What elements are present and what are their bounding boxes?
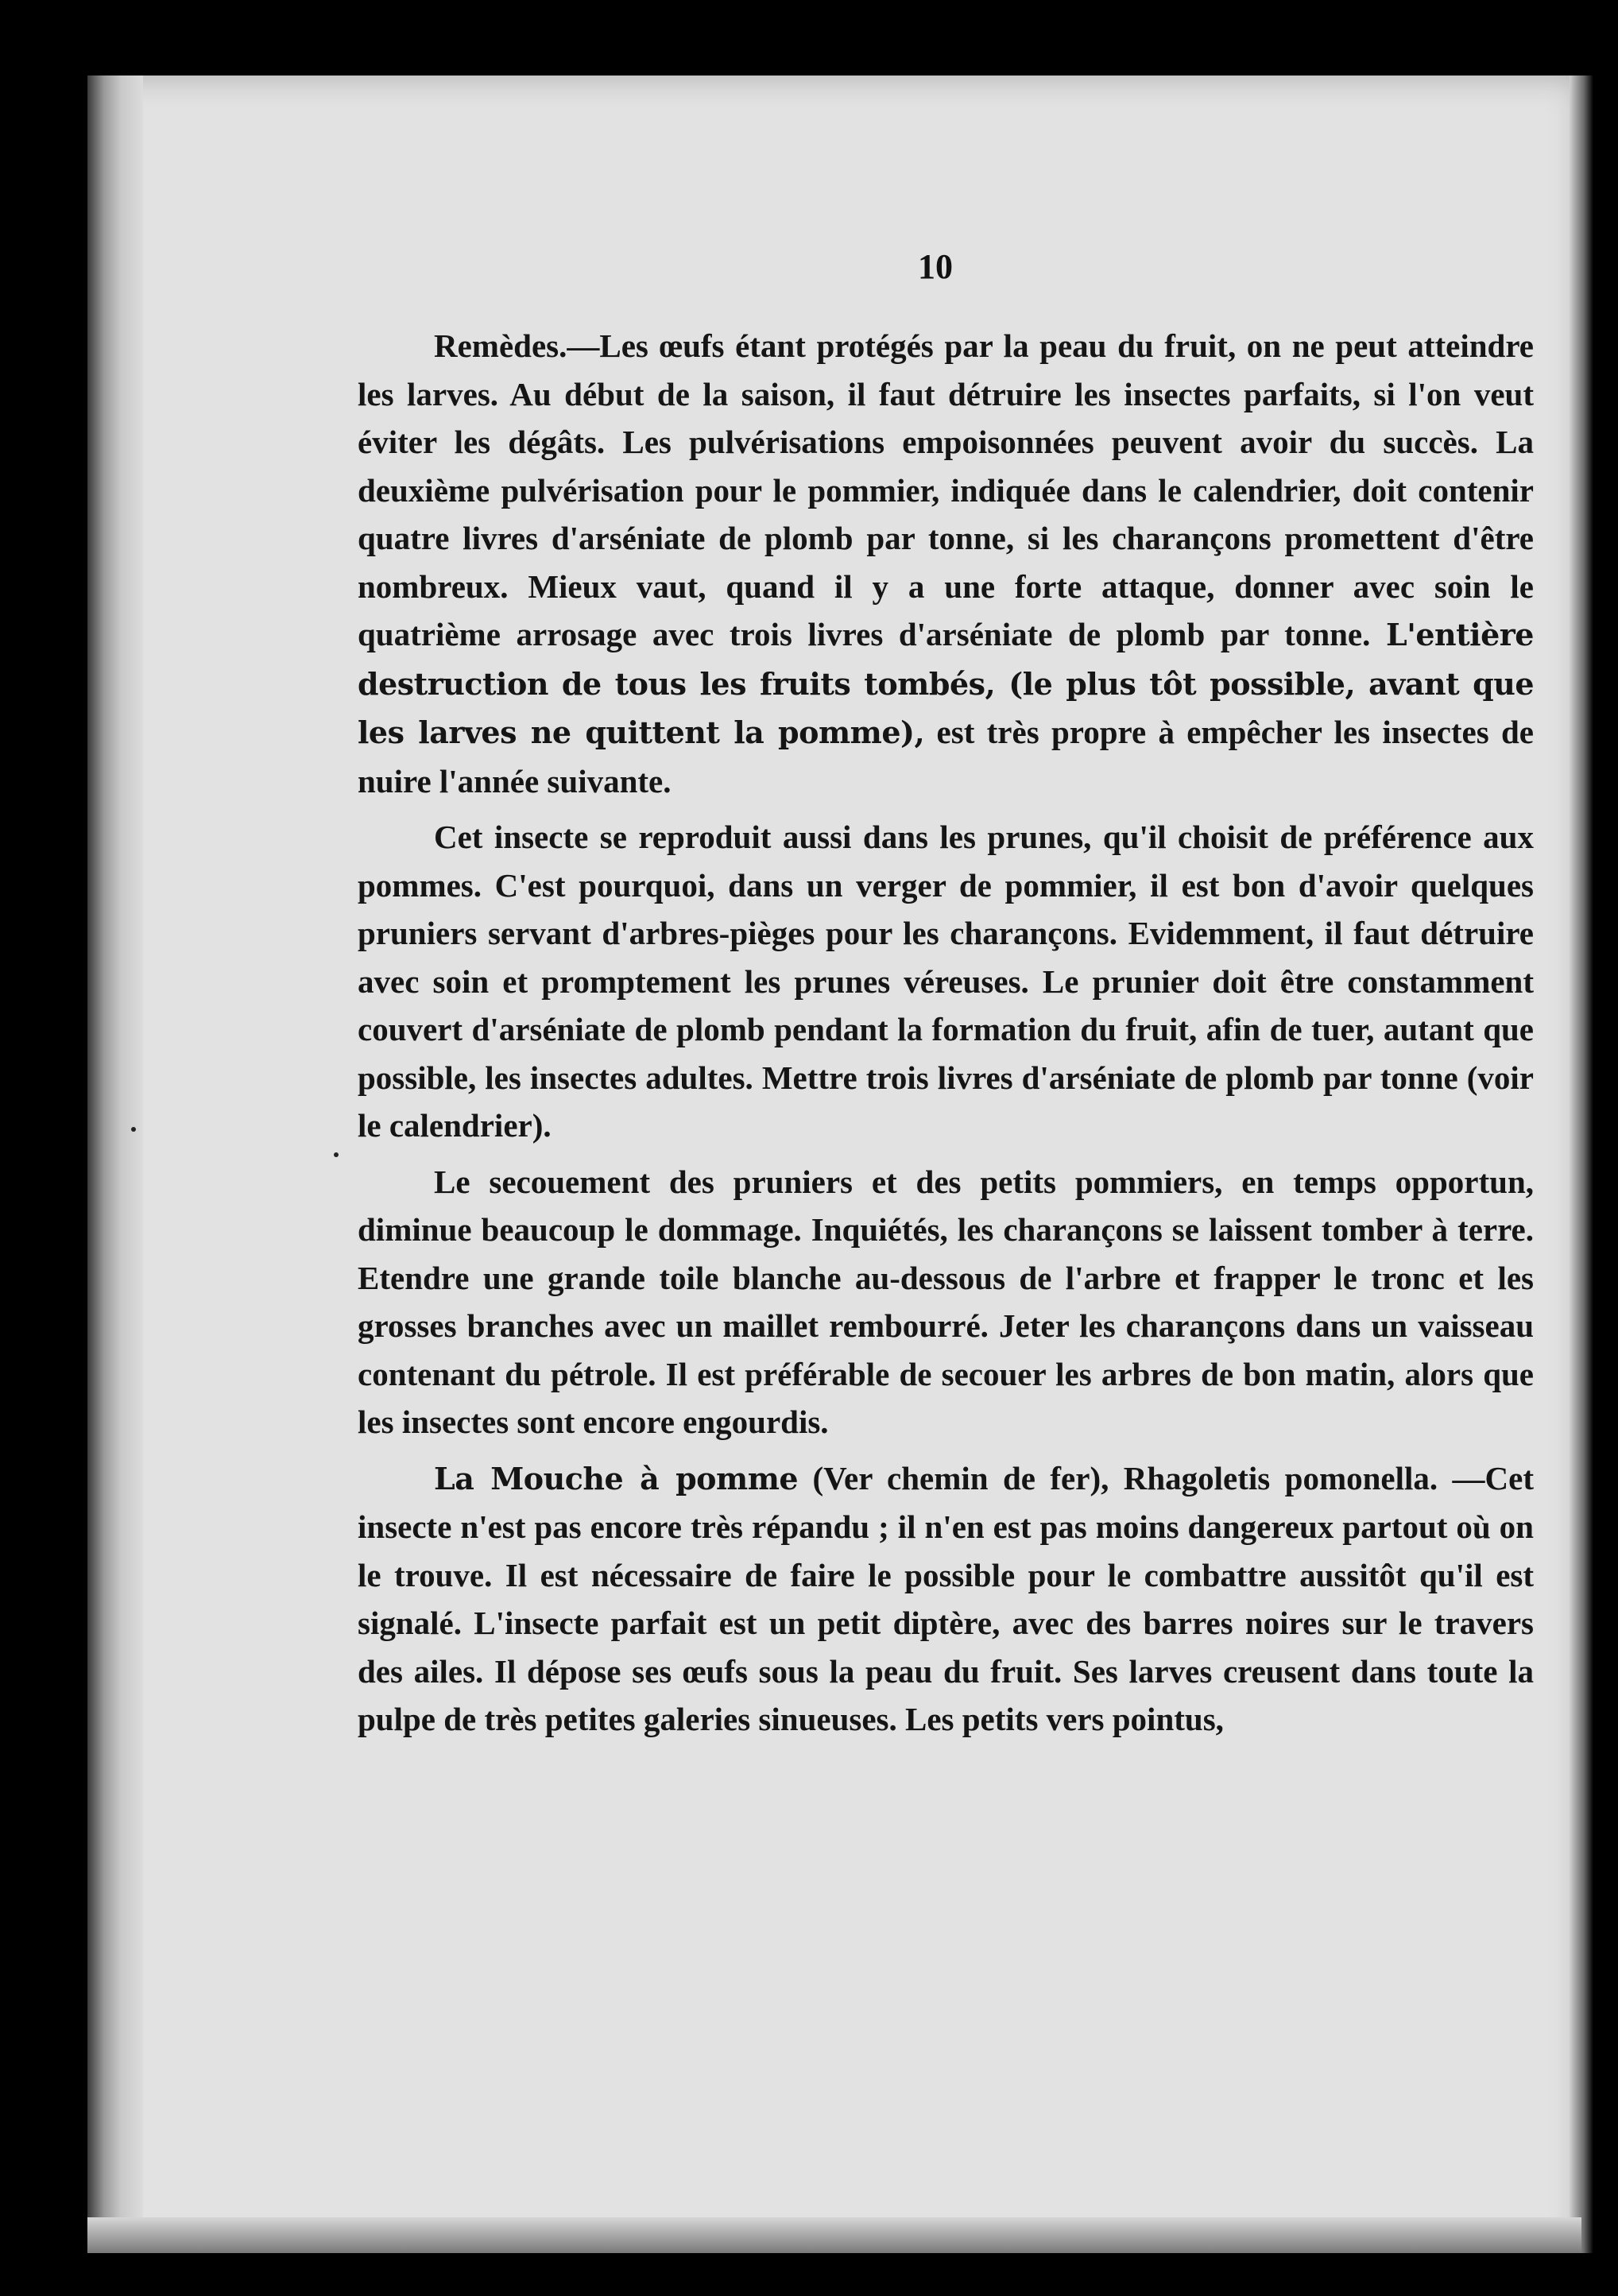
text-segment: Remèdes.—Les œufs étant protégés par la peau du fruit, on ne peut atteindre les larves. Au début de la saison, il faut détruire les insectes parfaits, si l'on veut éviter les dégâts. Les pulvérisations empoisonnées peuvent avoir du succès. La deuxième pulvérisation pour le pommier, indiquée dans le calendrier, doit contenir quatre livres d'arséniate de plomb par tonne, si les charançons promettent d'être nombreux. Mieux vaut, quand il y a une forte attaque, donner avec soin le quatrième arrosage avec trois livres d'arséniate de plomb par tonne. bbox=[358, 327, 1534, 652]
page-number: 10 bbox=[918, 247, 953, 286]
body-text bbox=[358, 322, 1534, 1744]
text-segment: Cet insecte se reproduit aussi dans les prunes, qu'il choisit de préférence aux pommes. C'est pourquoi, dans un verger de pommier, il est bon d'avoir quelques pruniers servant d'arbres-pièges pour les charançons. Evidemment, il faut détruire avec soin et promptement les prunes véreuses. Le prunier doit être constamment couvert d'arséniate de plomb pendant la formation du fruit, afin de tuer, autant que possible, les insectes adultes. Mettre trois livres d'arséniate de plomb par tonne (voir le calendrier). bbox=[358, 819, 1534, 1144]
page-bottom-edge bbox=[87, 2217, 1581, 2253]
section-heading: La Mouche à pomme bbox=[434, 1460, 799, 1496]
page-stack-left-edge bbox=[87, 76, 143, 2253]
paragraph-secouement bbox=[358, 1158, 1534, 1446]
paragraph-mouche-a-pomme bbox=[358, 1454, 1534, 1744]
scan-speck bbox=[131, 1127, 136, 1132]
paragraph-remedes bbox=[358, 322, 1534, 805]
text-segment: (Ver chemin de fer), Rhagoletis pomonella. —Cet insecte n'est pas encore très répandu ; il n'en est pas moins dangereux partout où on le trouve. Il est nécessaire de faire le possible pour le combattre aussitôt qu'il est signalé. L'insecte parfait est un petit diptère, avec des barres noires sur le travers des ailes. Il dépose ses œufs sous la peau du fruit. Ses larves creusent dans toute la pulpe de très petites galeries sinueuses. Les petits vers pointus, bbox=[358, 1459, 1534, 1737]
paragraph-prunes bbox=[358, 813, 1534, 1150]
scan-speck bbox=[334, 1152, 339, 1157]
emphasis-text: L'entière destruction de tous les fruits tombés, (le plus tôt possible, avant que les larves ne quittent la pomme), bbox=[358, 617, 1534, 750]
text-segment: Le secouement des pruniers et des petits pommiers, en temps opportun, diminue beaucoup le dommage. Inquiétés, les charançons se laissent tomber à terre. Etendre une grande toile blanche au-dessous de l'arbre et frapper le tronc et les grosses branches avec un maillet rembourré. Jeter les charançons dans un vaisseau contenant du pétrole. Il est préférable de secouer les arbres de bon matin, alors que les insectes sont encore engourdis. bbox=[358, 1163, 1534, 1440]
page-right-edge bbox=[1570, 76, 1593, 2253]
text-segment: est très propre à empêcher les insectes de nuire l'année suivante. bbox=[358, 714, 1535, 800]
